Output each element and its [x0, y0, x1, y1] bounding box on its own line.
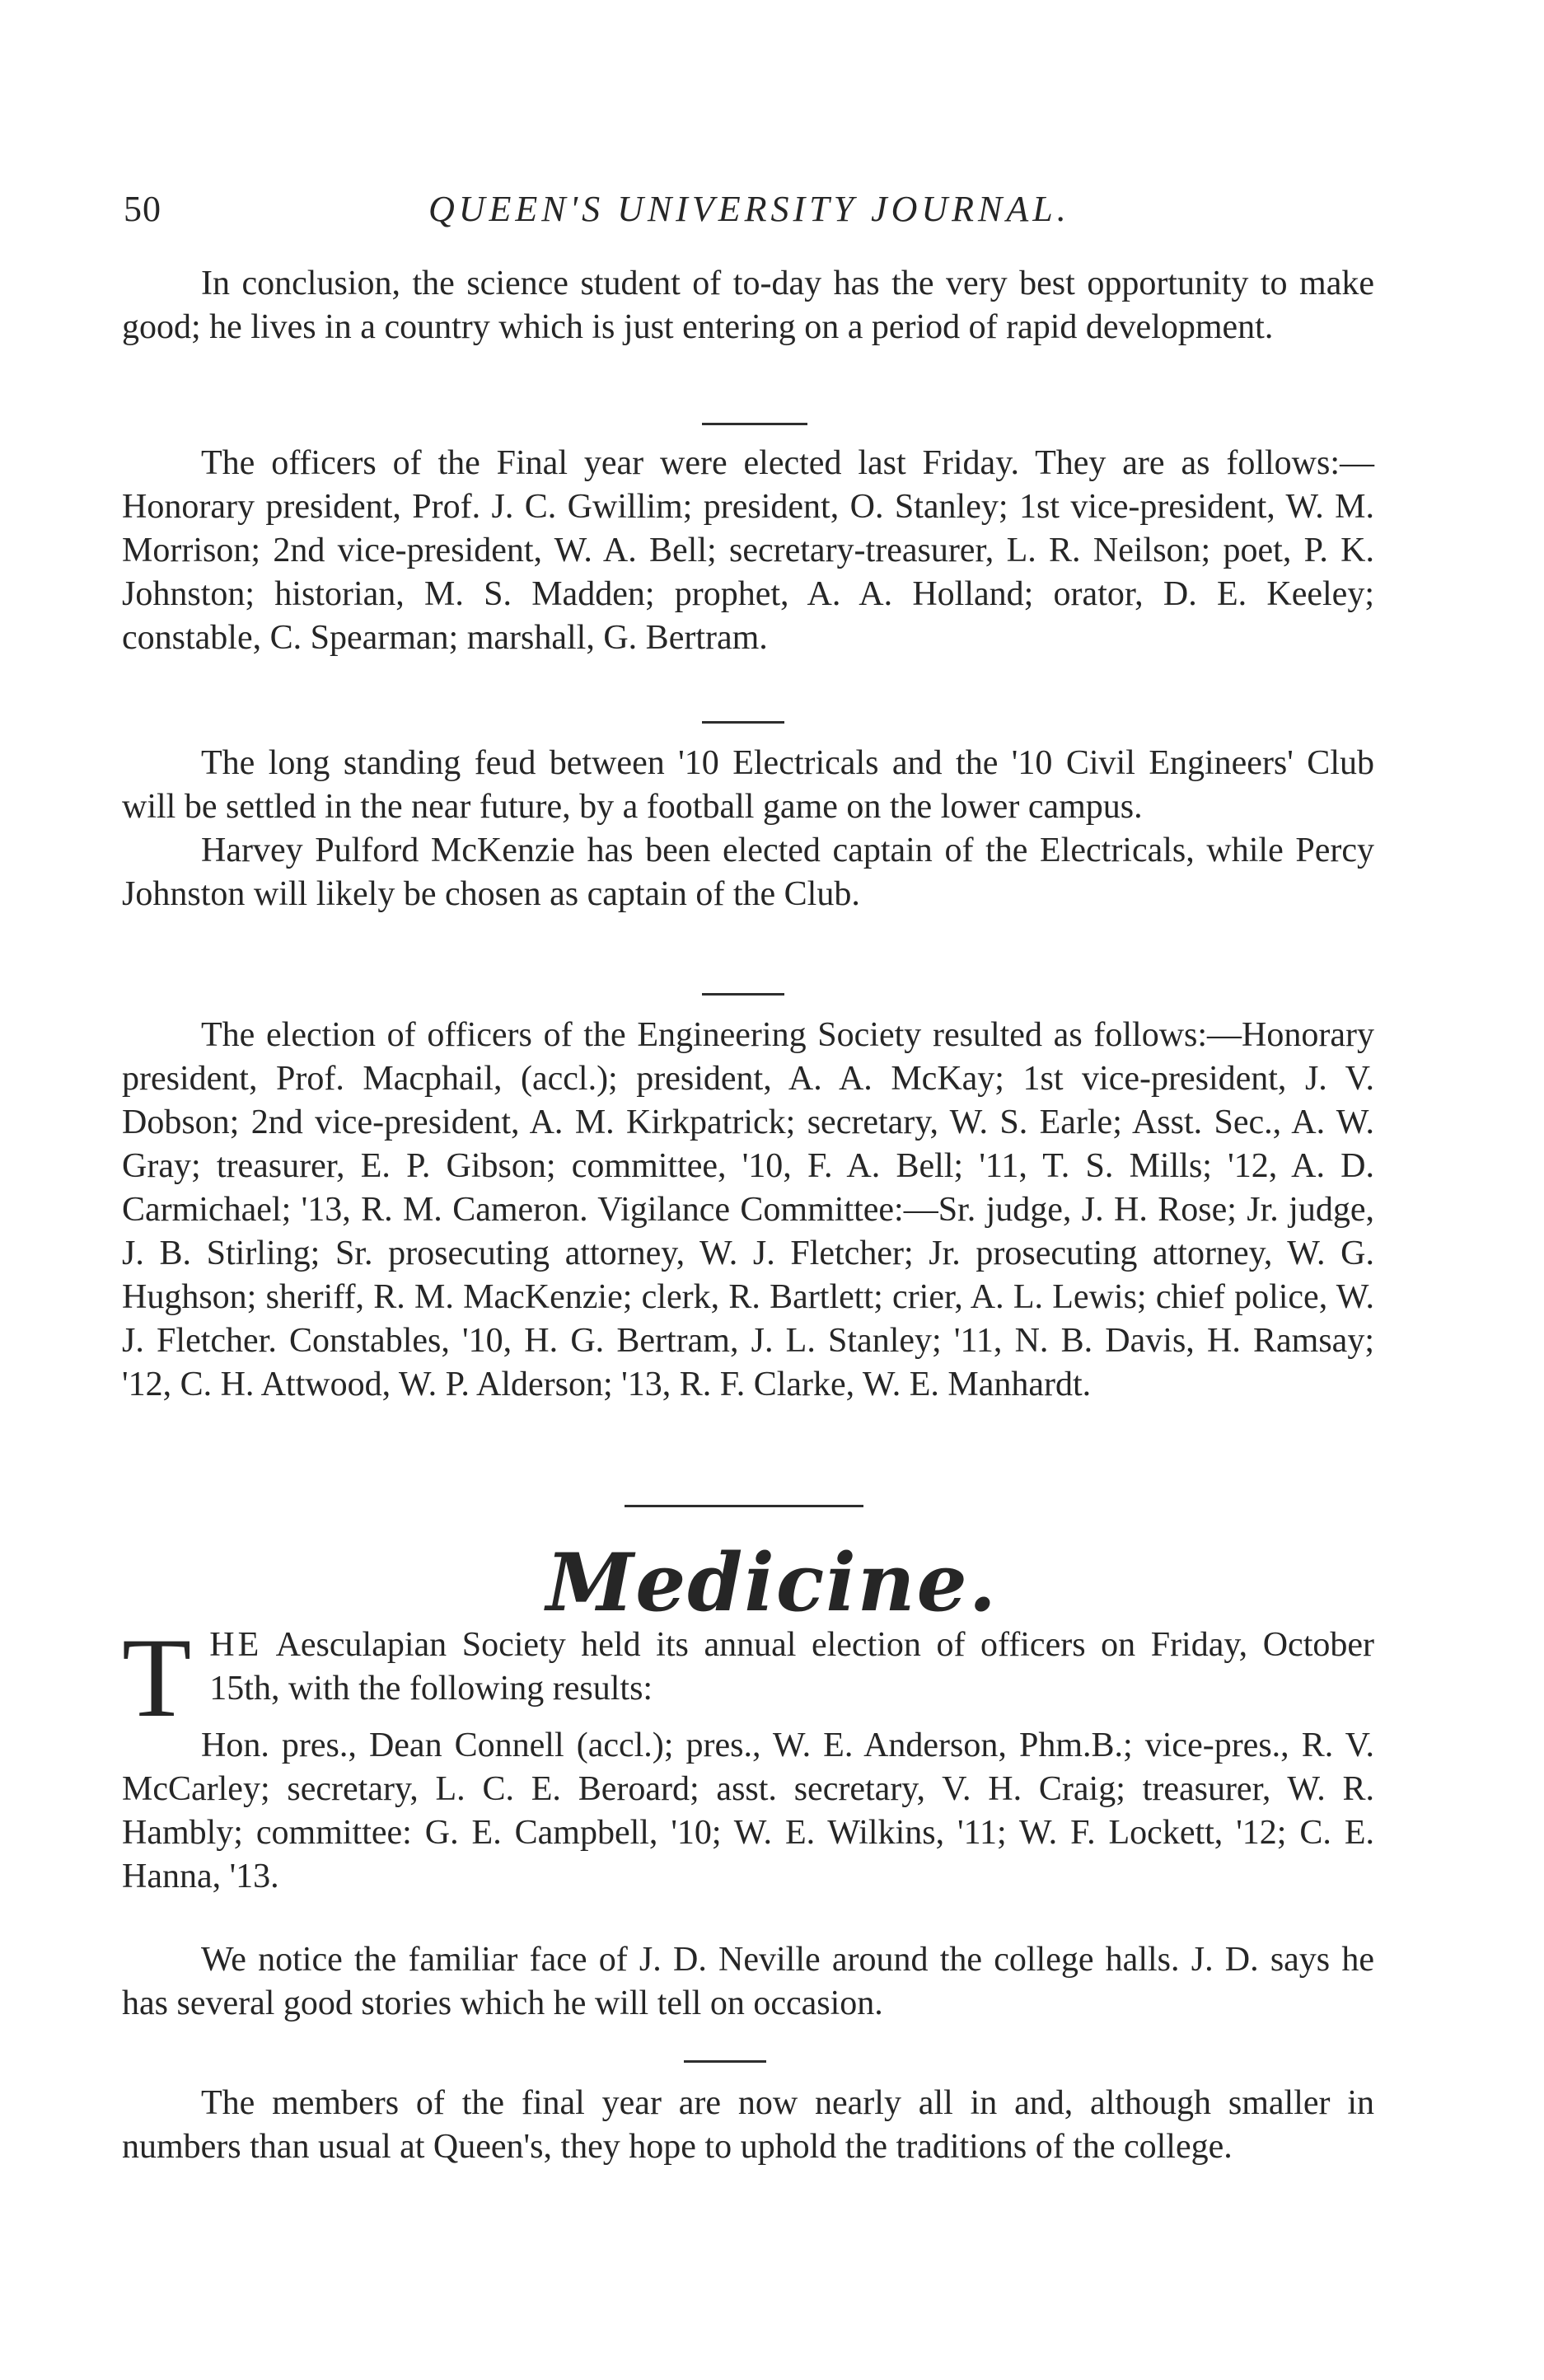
section-rule-2 — [702, 721, 784, 724]
aesculapian-paragraph — [122, 1614, 1374, 1740]
dropcap-letter: T — [122, 1614, 192, 1740]
section-rule-4 — [684, 2060, 766, 2063]
final-year-members-paragraph: The members of the final year are now nearly all in and, although smaller in numbers than usual at Queen's, they hope to uphold the traditions of the college. — [122, 2084, 1374, 2166]
medicine-heading-rule — [625, 1505, 863, 1507]
medicine-heading: Medicine. — [545, 1536, 999, 1629]
aesculapian-block — [122, 1614, 1374, 1899]
final-year-officers-paragraph: The officers of the Final year were elected last Friday. They are as follows:—Honorary president, Prof. J. C. Gwillim; president, O. Stanley; 1st vice-president, W. M. Morrison; 2nd vice-president, W. A. Bell; secretary-treasurer, L. R. Neilson; poet, P. K. Johnston; historian, M. S. Madden; prophet, A. A. Holland; orator, D. E. Keeley; constable, C. Spearman; marshall, G. Bertram. — [122, 444, 1374, 657]
aesculapian-intro-text: Aesculapian Society held its annual election of officers on Friday, October 15th, with the following results: — [209, 1626, 1374, 1708]
page-number: 50 — [124, 189, 161, 229]
running-title: QUEEN'S UNIVERSITY JOURNAL. — [428, 189, 1070, 229]
science-conclusion-block — [122, 262, 1374, 349]
section-rule-3 — [702, 993, 784, 996]
engineering-society-paragraph: The election of officers of the Engineering Society resulted as follows:—Honorary president, Prof. Macphail, (accl.); president, A. A. McKay; 1st vice-president, J. V. Dobson; 2nd vice-president, A. M. Kirkpatrick; secretary, W. S. Earle; Asst. Sec., A. W. Gray; treasurer, E. P. Gibson; committee, '10, F. A. Bell; '11, T. S. Mills; '12, A. D. Carmichael; '13, R. M. Cameron. Vigilance Committee:—Sr. judge, J. H. Rose; Jr. judge, J. B. Stirling; Sr. prosecuting attorney, W. J. Fletcher; Jr. prosecuting attorney, W. G. Hughson; sheriff, R. M. MacKenzie; clerk, R. Bartlett; crier, A. L. Lewis; chief police, W. J. Fletcher. Constables, '10, H. G. Bertram, J. L. Stanley; '11, N. B. Davis, H. Ramsay; '12, C. H. Attwood, W. P. Alderson; '13, R. F. Clarke, W. E. Manhardt. — [122, 1016, 1374, 1403]
engineering-society-block — [122, 1014, 1374, 1407]
captains-paragraph: Harvey Pulford McKenzie has been elected captain of the Electricals, while Percy Johnston will likely be chosen as captain of the Club. — [122, 832, 1374, 913]
aesculapian-lead-word: HE — [209, 1626, 263, 1664]
aesculapian-officers-paragraph: Hon. pres., Dean Connell (accl.); pres., W. E. Anderson, Phm.B.; vice-pres., R. V. McCarley; secretary, L. C. E. Beroard; asst. secretary, V. H. Craig; treasurer, W. R. Hambly; committee: G. E. Campbell, '10; W. E. Wilkins, '11; W. F. Lockett, '12; C. E. Hanna, '13. — [122, 1726, 1374, 1895]
final-year-officers-block — [122, 442, 1374, 660]
neville-block — [122, 1938, 1374, 2026]
neville-paragraph: We notice the familiar face of J. D. Neville around the college halls. J. D. says he has several good stories which he will tell on occasion. — [122, 1941, 1374, 2022]
page-header — [0, 188, 1544, 237]
feud-paragraph: The long standing feud between '10 Electricals and the '10 Civil Engineers' Club will be settled in the near future, by a football game on the lower campus. — [122, 744, 1374, 826]
feud-block — [122, 742, 1374, 916]
section-rule-1 — [702, 423, 807, 425]
science-conclusion-paragraph: In conclusion, the science student of to-day has the very best opportunity to make good; he lives in a country which is just entering on a period of rapid development. — [122, 265, 1374, 346]
final-year-members-block — [122, 2082, 1374, 2169]
